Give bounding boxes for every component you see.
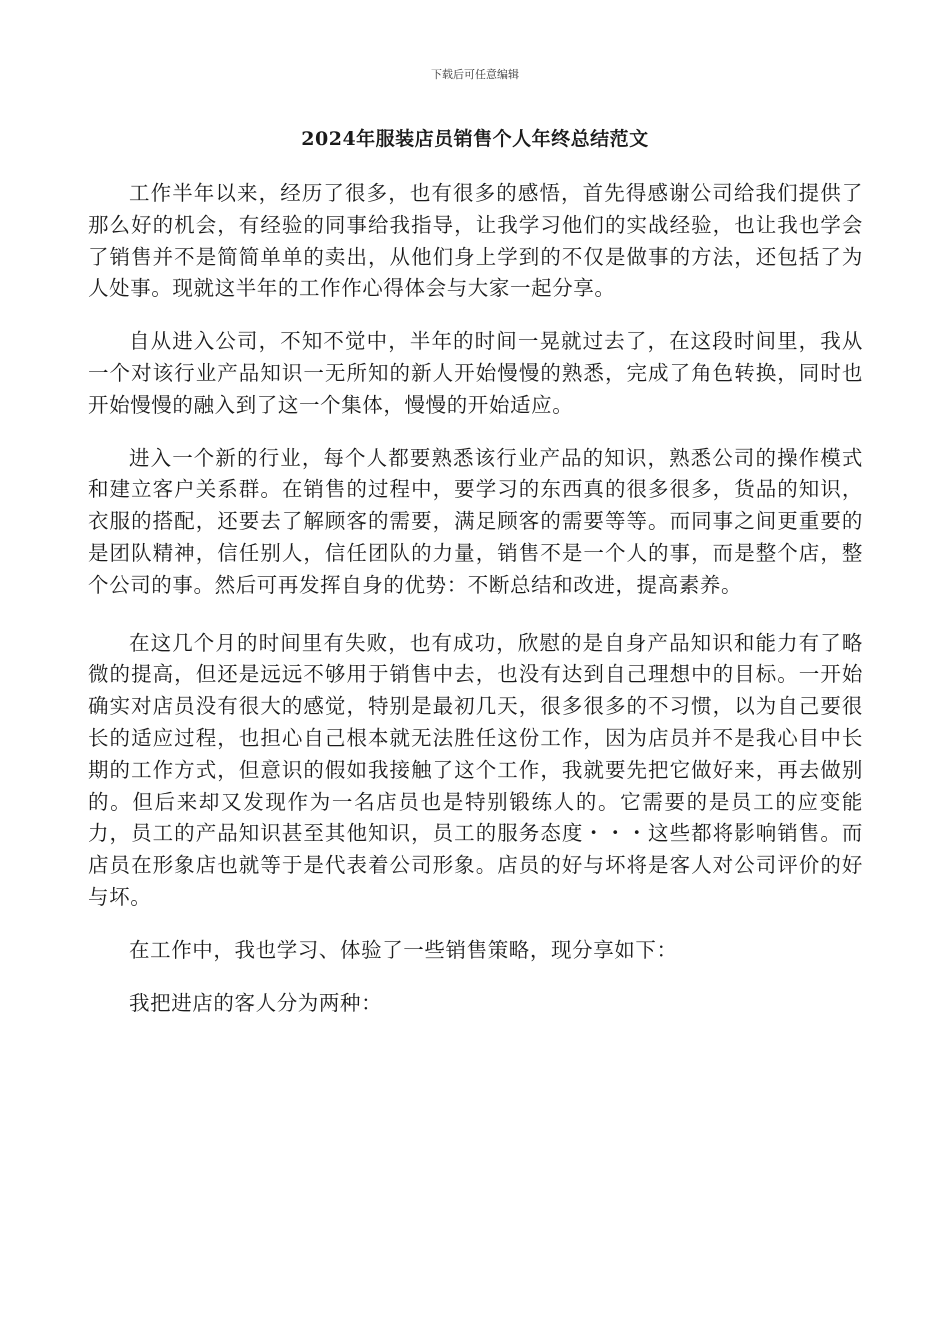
paragraph-1: 工作半年以来，经历了很多，也有很多的感悟，首先得感谢公司给我们提供了那么好的机会，有经验的同事给我指导，让我学习他们的实战经验，也让我也学会了销售并不是简简单单的卖出，从他们身上学到的不仅是做事的方法，还包括了为人处事。现就这半年的工作作心得体会与大家一起分享。	[88, 181, 863, 301]
paragraph-4: 在这几个月的时间里有失败，也有成功，欣慰的是自身产品知识和能力有了略微的提高，但还是远远不够用于销售中去，也没有达到自己理想中的目标。一开始确实对店员没有很大的感觉，特别是最初几天，很多很多的不习惯，以为自己要很长的适应过程，也担心自己根本就无法胜任这份工作，因为店员并不是我心目中长期的工作方式，但意识的假如我接触了这个工作，我就要先把它做好来，再去做别的。但后来却又发现作为一名店员也是特别锻练人的。它需要的是员工的应变能力，员工的产品知识甚至其他知识，员工的服务态度・・・这些都将影响销售。而店员在形象店也就等于是代表着公司形象。店员的好与坏将是客人对公司评价的好与坏。	[88, 630, 863, 909]
document-title: 2024年服装店员销售个人年终总结范文	[301, 128, 649, 150]
paragraph-2: 自从进入公司，不知不觉中，半年的时间一晃就过去了，在这段时间里，我从一个对该行业产品知识一无所知的新人开始慢慢的熟悉，完成了角色转换，同时也开始慢慢的融入到了这一个集体，慢慢的开始适应。	[88, 329, 863, 417]
header-note: 下载后可任意编辑	[431, 68, 519, 81]
paragraph-5: 在工作中，我也学习、体验了一些销售策略，现分享如下：	[129, 937, 678, 962]
paragraph-3: 进入一个新的行业，每个人都要熟悉该行业产品的知识，熟悉公司的操作模式和建立客户关系群。在销售的过程中，要学习的东西真的很多很多，货品的知识，衣服的搭配，还要去了解顾客的需要，满足顾客的需要等等。而同事之间更重要的是团队精神，信任别人，信任团队的力量，销售不是一个人的事，而是整个店，整个公司的事。然后可再发挥自身的优势：不断总结和改进，提高素养。	[88, 445, 863, 597]
paragraph-6: 我把进店的客人分为两种：	[129, 990, 383, 1015]
document-body	[88, 178, 863, 1019]
